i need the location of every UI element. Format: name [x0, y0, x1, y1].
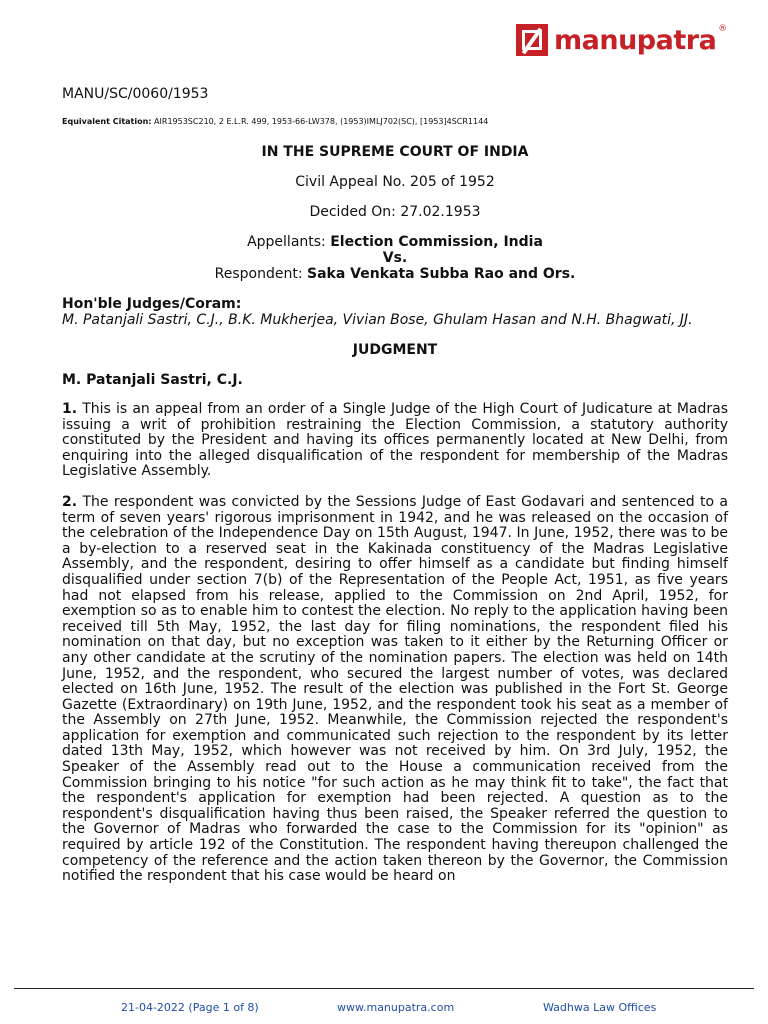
appellants-name: Election Commission, India	[330, 234, 543, 250]
judges-heading: Hon'ble Judges/Coram:	[62, 296, 242, 312]
registered-mark: ®	[718, 24, 728, 34]
judgment-title: JUDGMENT	[352, 342, 438, 358]
manupatra-logo[interactable]	[516, 20, 727, 60]
footer-website-link[interactable]: www.manupatra.com	[337, 1001, 455, 1014]
footer-page-info: 21-04-2022 (Page 1 of 8)	[121, 1001, 259, 1014]
citation-number: MANU/SC/0060/1953	[62, 86, 209, 102]
logo-text: manupatra	[554, 24, 717, 56]
paragraph	[62, 495, 728, 885]
paragraph-text: This is an appeal from an order of a Single Judge of the High Court of Judicature at Madras issuing a writ of prohibition restraining the Election Commission, a statutory authority constituted by the President and having its offices permanently located at New Delhi, from enquiring into the alleged disqualification of the respondent for membership of the Madras Legislative Assembly.	[62, 401, 728, 480]
respondent-name: Saka Venkata Subba Rao and Ors.	[307, 266, 576, 282]
decided-date: Decided On: 27.02.1953	[309, 204, 481, 220]
versus: Vs.	[382, 250, 408, 266]
document-body	[62, 86, 728, 900]
respondent-label: Respondent:	[214, 266, 307, 282]
appellants-line	[62, 234, 728, 250]
respondent-line	[62, 266, 728, 282]
paragraph-number: 2.	[62, 493, 78, 510]
paragraph	[62, 402, 728, 480]
footer-divider	[14, 988, 754, 989]
judges-list: M. Patanjali Sastri, C.J., B.K. Mukherjea, Vivian Bose, Ghulam Hasan and N.H. Bhagwati, JJ.	[62, 312, 693, 328]
footer-office: Wadhwa Law Offices	[543, 1001, 657, 1014]
case-number: Civil Appeal No. 205 of 1952	[295, 174, 495, 190]
equivalent-citation-label: Equivalent Citation:	[62, 117, 152, 126]
equivalent-citation	[62, 117, 728, 126]
judgment-author: M. Patanjali Sastri, C.J.	[62, 372, 243, 388]
equivalent-citation-value: AIR1953SC210, 2 E.L.R. 499, 1953-66-LW378, (1953)IMLJ702(SC), [1953]4SCR1144	[151, 117, 489, 126]
appellants-label: Appellants:	[247, 234, 331, 250]
parties	[62, 234, 728, 282]
paragraph-text: The respondent was convicted by the Sessions Judge of East Godavari and sentenced to a term of seven years' rigorous imprisonment in 1942, and he was released on the occasion of the celebration of the Independence Day on 15th August, 1947. In June, 1952, there was to be a by-election to a reserved seat in the Kakinada constituency of the Madras Legislative Assembly, and the respondent, desiring to offer himself as a candidate but finding himself disqualified under section 7(b) of the Representation of the People Act, 1951, as five years had not elapsed from his release, applied to the Commission on 2nd April, 1952, for exemption so as to enable him to contest the election. No reply to the application having been received till 5th May, 1952, the last day for filing nominations, the respondent filed his nomination on that day, but no exception was taken to it either by the Returning Officer or any other candidate at the scrutiny of the nomination papers. The election was held on 14th June, 1952, and the respondent, who secured the largest number of votes, was declared elected on 16th June, 1952. The result of the election was published in the Fort St. George Gazette (Extraordinary) on 19th June, 1952, and the respondent took his seat as a member of the Assembly on 27th June, 1952. Meanwhile, the Commission rejected the respondent's application for exemption and communicated such rejection to the respondent by its letter dated 13th May, 1952, which however was not received by him. On 3rd July, 1952, the Speaker of the Assembly read out to the House a communication received from the Commission bringing to his notice "for such action as he may think fit to take", the fact that the respondent's application for exemption had been rejected. A question as to the respondent's disqualification having thus been raised, the Speaker referred the question to the Governor of Madras who forwarded the case to the Commission for its "opinion" as required by article 192 of the Constitution. The respondent having thereupon challenged the competency of the reference and the action taken thereon by the Governor, the Commission notified the respondent that his case would be heard on	[62, 493, 728, 885]
paragraph-number: 1.	[62, 401, 78, 417]
court-name: IN THE SUPREME COURT OF INDIA	[261, 144, 529, 160]
manupatra-logo-icon	[516, 24, 548, 56]
